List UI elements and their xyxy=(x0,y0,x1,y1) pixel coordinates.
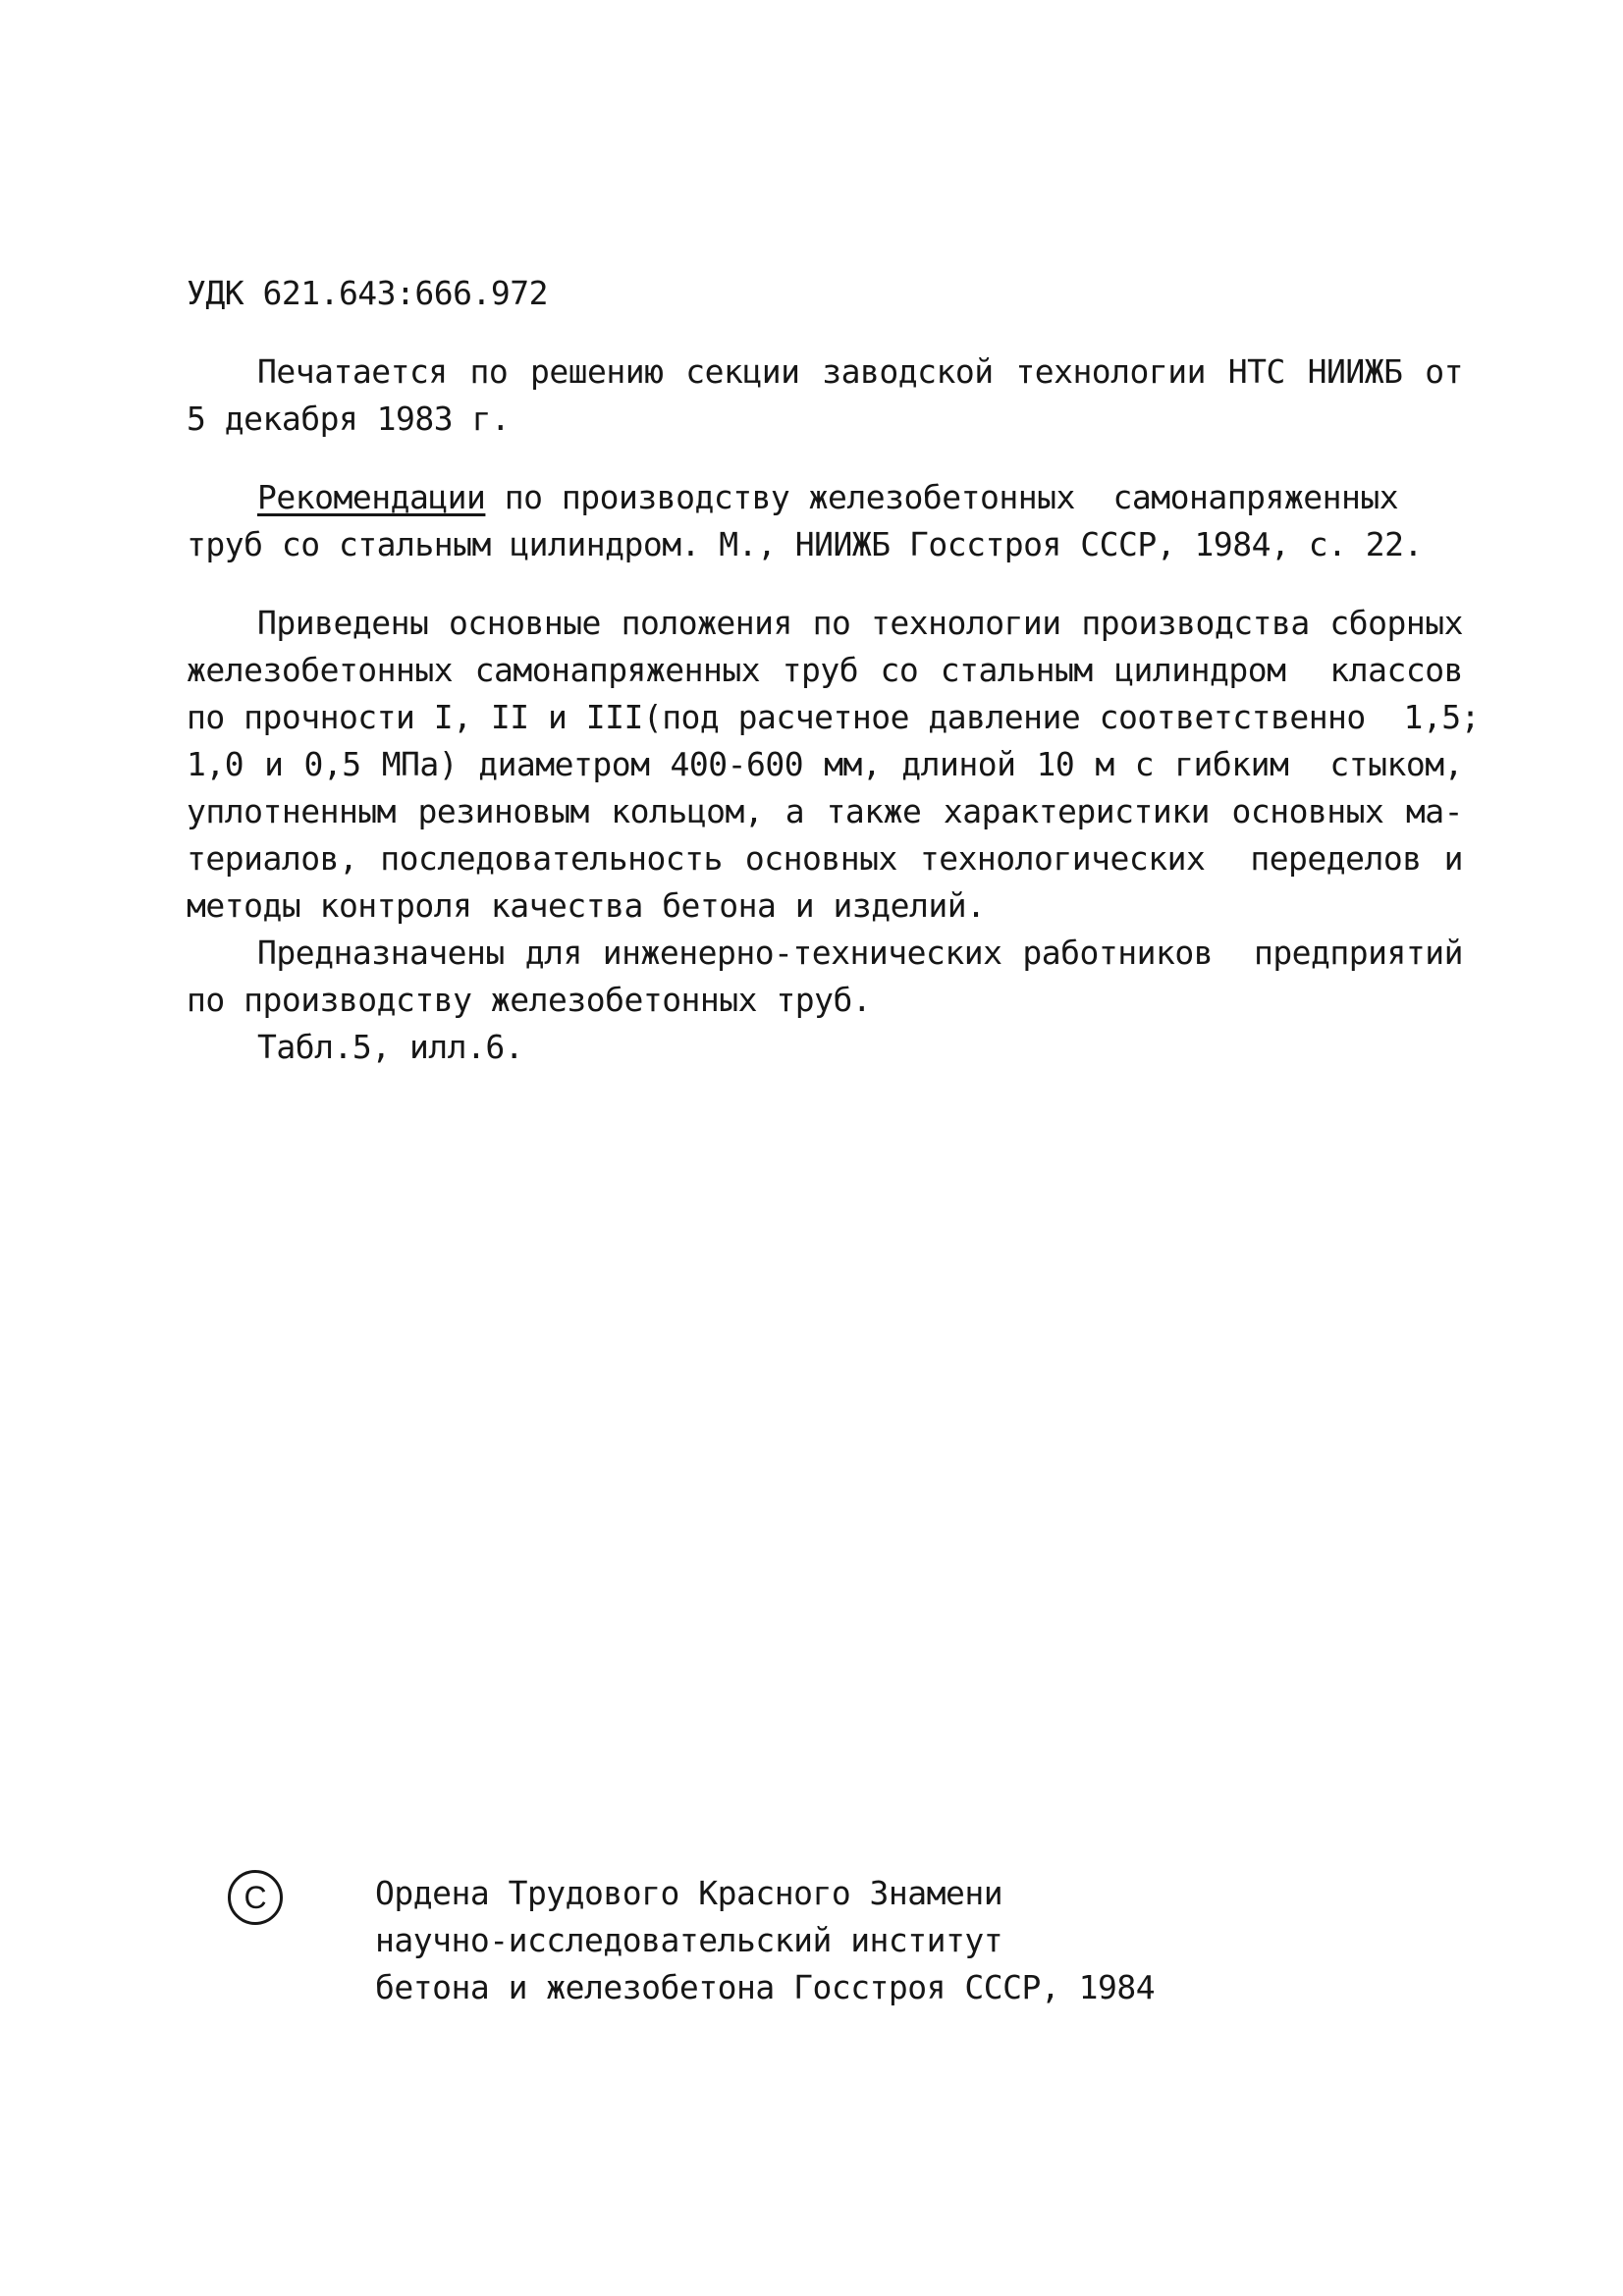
abstract-line-6: териалов, последовательность основных технологических переделов и xyxy=(187,839,1463,878)
audience-line-2: по производству железобетонных труб. xyxy=(187,981,872,1019)
abstract-line-3: по прочности I, II и III(под расчетное давление соответственно 1,5; xyxy=(187,698,1481,736)
abstract-line-1: Приведены основные положения по технологии производства сборных xyxy=(257,604,1463,642)
abstract-line-5: уплотненным резиновым кольцом, а также характеристики основных ма- xyxy=(187,792,1463,830)
approval-line-2: 5 декабря 1983 г. xyxy=(187,400,511,438)
citation-line-2: труб со стальным цилиндром. М., НИИЖБ Госстроя СССР, 1984, с. 22. xyxy=(187,525,1423,563)
audience-line-1: Предназначены для инженерно-технических работников предприятий xyxy=(257,934,1463,972)
citation-title-word: Рекомендации xyxy=(257,478,486,516)
copyright-icon: C xyxy=(228,1870,283,1925)
citation-line-1-rest: по производству железобетонных самонапряженных xyxy=(485,478,1399,516)
abstract-line-4: 1,0 и 0,5 МПа) диаметром 400-600 мм, длиной 10 м с гибким стыком, xyxy=(187,745,1463,783)
udc-code: УДК 621.643:666.972 xyxy=(187,274,548,312)
abstract-line-2: железобетонных самонапряженных труб со стальным цилиндром классов xyxy=(187,651,1463,689)
publisher-line-2: научно-исследовательский институт xyxy=(375,1921,1003,1959)
publisher-line-3: бетона и железобетона Госстроя СССР, 1984 xyxy=(375,1968,1156,2006)
citation-line-1 xyxy=(257,475,1398,520)
tables-illustrations-count: Табл.5, илл.6. xyxy=(257,1028,524,1066)
abstract-line-7: методы контроля качества бетона и изделий. xyxy=(187,886,986,925)
publisher-line-1: Ордена Трудового Красного Знамени xyxy=(375,1874,1003,1912)
approval-line-1: Печатается по решению секции заводской технологии НТС НИИЖБ от xyxy=(257,352,1463,391)
